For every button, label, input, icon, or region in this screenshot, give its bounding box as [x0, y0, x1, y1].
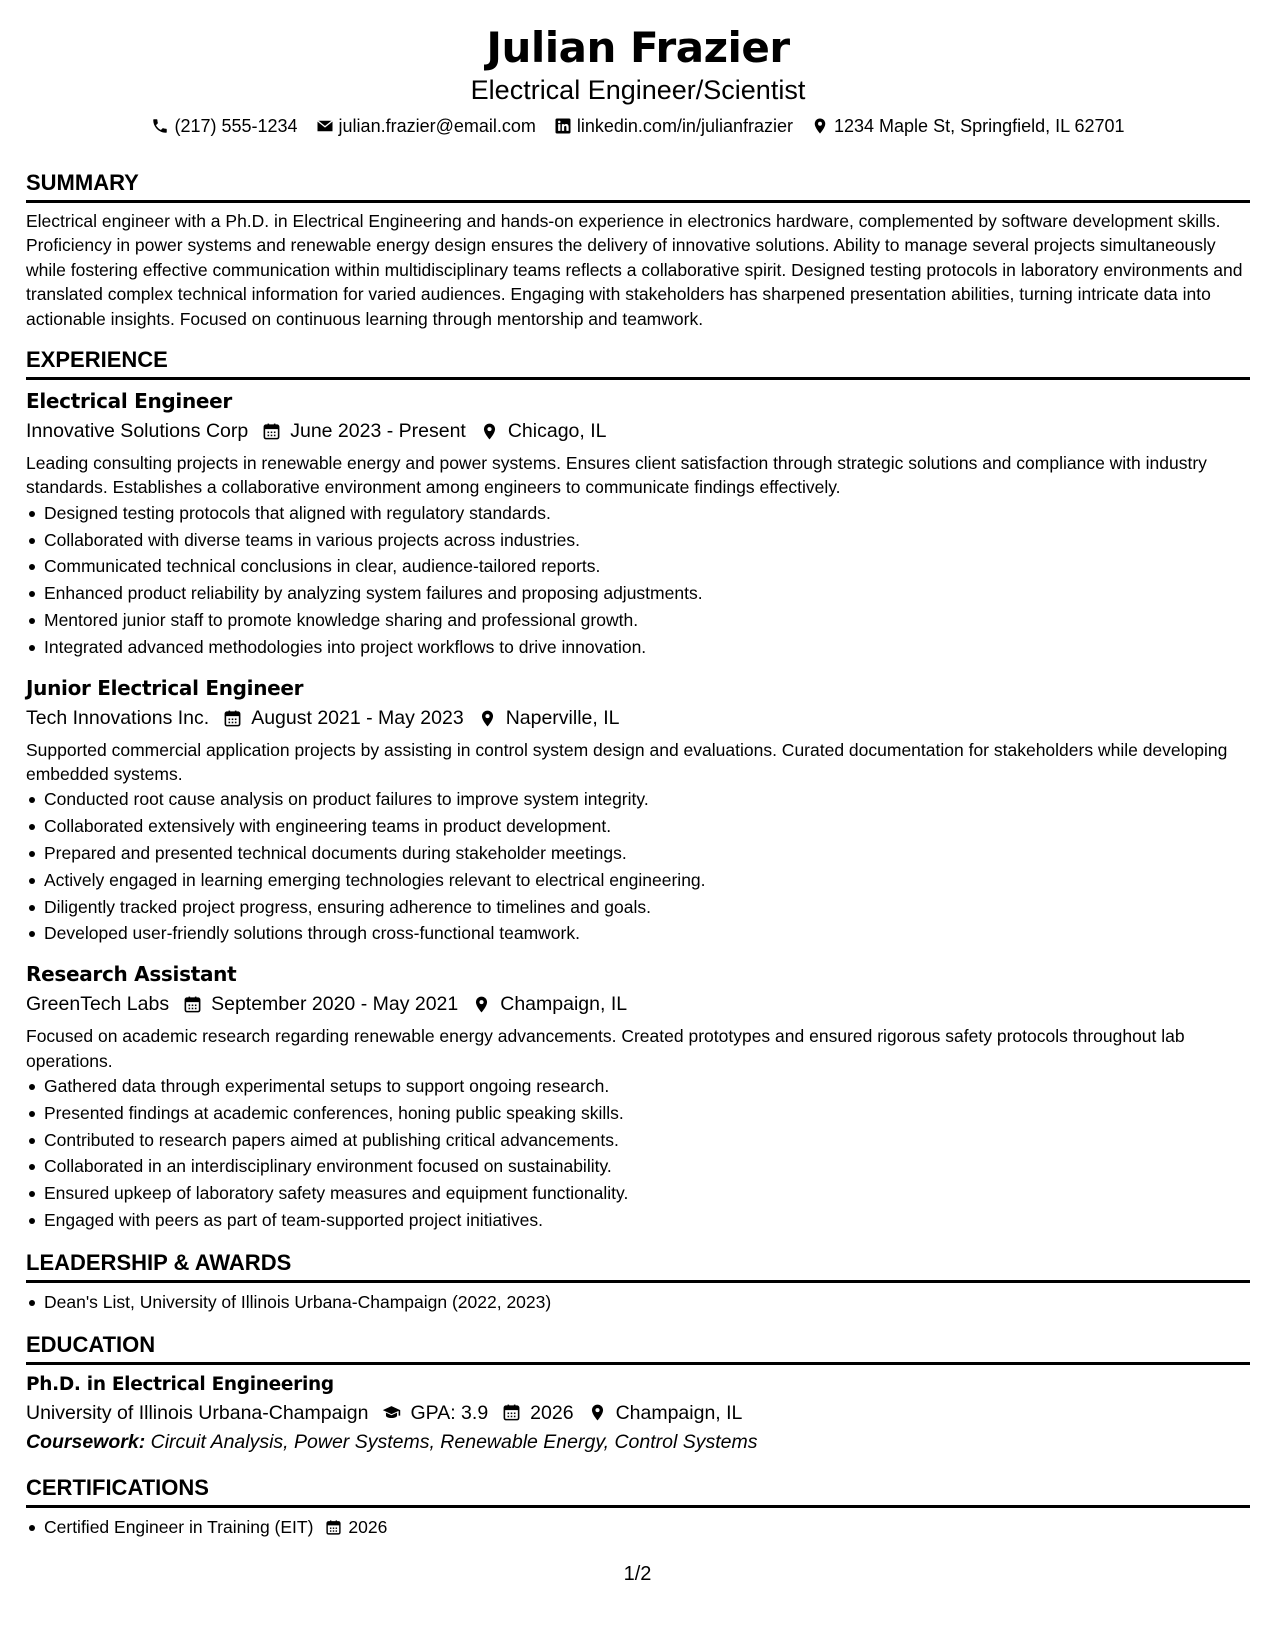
coursework-list: Circuit Analysis, Power Systems, Renewable Energy, Control Systems	[150, 1430, 758, 1453]
section-heading: SUMMARY	[26, 168, 1250, 203]
job-dates: August 2021 - May 2023	[251, 706, 464, 729]
job-bullets	[26, 500, 1250, 661]
job-description: Supported commercial application projects by assisting in control system design and evaluations. Curated documentation for stakeholders while developing embedded systems.	[26, 739, 1228, 785]
map-pin-icon	[811, 117, 829, 135]
section-heading: EXPERIENCE	[26, 345, 1250, 380]
leadership-section	[26, 1248, 1250, 1316]
degree-title: Ph.D. in Electrical Engineering	[26, 1373, 334, 1395]
gpa-text: GPA: 3.9	[410, 1401, 489, 1424]
job-location: Champaign, IL	[500, 993, 628, 1016]
job-description: Leading consulting projects in renewable energy and power systems. Ensures client satisfaction through strategic solutions and compliance with industry standards. Establishes a collaborative environment among engineers to communicate findings effectively.	[26, 453, 1207, 498]
list-item: Prepared and presented technical documents during stakeholder meetings.	[26, 840, 1250, 867]
school-name: University of Illinois Urbana-Champaign	[26, 1401, 369, 1424]
company-name: GreenTech Labs	[26, 993, 170, 1016]
job-title: Research Assistant	[26, 962, 237, 987]
list-item: Integrated advanced methodologies into project workflows to drive innovation.	[26, 634, 1250, 661]
candidate-name: Julian Frazier	[486, 23, 790, 72]
address-text: 1234 Maple St, Springfield, IL 62701	[834, 116, 1125, 136]
linkedin-icon	[554, 117, 572, 135]
calendar-icon	[183, 995, 202, 1014]
graduation-cap-icon	[382, 1403, 401, 1422]
list-item: Communicated technical conclusions in clear, audience-tailored reports.	[26, 553, 1250, 580]
contact-bar	[26, 114, 1250, 138]
job-bullets	[26, 1073, 1250, 1234]
job-bullets	[26, 786, 1250, 947]
phone-icon	[151, 117, 169, 135]
school-location: Champaign, IL	[615, 1401, 743, 1424]
experience-section	[26, 345, 1250, 1234]
job-entry	[26, 386, 1250, 661]
awards-list	[26, 1289, 1250, 1316]
job-meta	[26, 703, 1250, 734]
email-text: julian.frazier@email.com	[338, 116, 536, 136]
list-item: Collaborated extensively with engineering teams in product development.	[26, 813, 1250, 840]
contact-email[interactable]	[316, 114, 536, 138]
certifications-list	[26, 1514, 1250, 1541]
calendar-icon	[502, 1403, 521, 1422]
section-heading: LEADERSHIP & AWARDS	[26, 1248, 1250, 1283]
list-item: Collaborated with diverse teams in various projects across industries.	[26, 527, 1250, 554]
list-item: Presented findings at academic conferences, honing public speaking skills.	[26, 1100, 1250, 1127]
list-item: Ensured upkeep of laboratory safety measures and equipment functionality.	[26, 1180, 1250, 1207]
job-dates: June 2023 - Present	[290, 420, 466, 443]
list-item: Developed user-friendly solutions through cross-functional teamwork.	[26, 920, 1250, 947]
job-meta	[26, 416, 1250, 447]
list-item: Diligently tracked project progress, ensuring adherence to timelines and goals.	[26, 894, 1250, 921]
list-item	[26, 1514, 1250, 1541]
resume-page	[26, 22, 1250, 1540]
company-name: Tech Innovations Inc.	[26, 706, 210, 729]
job-location: Chicago, IL	[507, 420, 607, 443]
resume-header	[26, 22, 1250, 138]
envelope-icon	[316, 117, 334, 135]
company-name: Innovative Solutions Corp	[26, 420, 249, 443]
summary-text: Electrical engineer with a Ph.D. in Electrical Engineering and hands-on experience in electronics hardware, complemented by software development skills. Proficiency in power systems and renewable energy design ensures the delivery of innovative solutions. Ability to manage several projects simultaneously while fostering effective communication within multidisciplinary teams reflects a collaborative spirit. Designed testing protocols in laboratory environments and translated complex technical information for varied audiences. Engaging with stakeholders has sharpened presentation abilities, turning intricate data into actionable insights. Focused on continuous learning through mentorship and teamwork.	[26, 211, 1243, 329]
summary-section	[26, 168, 1250, 331]
linkedin-text: linkedin.com/in/julianfrazier	[576, 116, 793, 136]
calendar-icon	[262, 422, 281, 441]
graduation-year: 2026	[530, 1401, 574, 1424]
page-number: 1/2	[623, 1563, 652, 1585]
coursework-label: Coursework:	[26, 1430, 146, 1453]
list-item: Collaborated in an interdisciplinary environment focused on sustainability.	[26, 1153, 1250, 1180]
certifications-section	[26, 1473, 1250, 1541]
list-item: Conducted root cause analysis on product failures to improve system integrity.	[26, 786, 1250, 813]
candidate-title: Electrical Engineer/Scientist	[470, 75, 806, 105]
section-heading: CERTIFICATIONS	[26, 1473, 1250, 1508]
job-entry	[26, 673, 1250, 948]
list-item: Engaged with peers as part of team-supported project initiatives.	[26, 1207, 1250, 1234]
job-entry	[26, 959, 1250, 1234]
contact-phone[interactable]	[151, 114, 297, 138]
contact-address	[811, 114, 1125, 138]
coursework-line	[26, 1427, 1250, 1457]
section-heading: EDUCATION	[26, 1330, 1250, 1365]
certification-name: Certified Engineer in Training (EIT)	[44, 1516, 314, 1537]
list-item: Enhanced product reliability by analyzing system failures and proposing adjustments.	[26, 580, 1250, 607]
list-item: Actively engaged in learning emerging technologies relevant to electrical engineering.	[26, 867, 1250, 894]
job-meta	[26, 989, 1250, 1020]
contact-linkedin[interactable]	[554, 114, 793, 138]
list-item: Contributed to research papers aimed at publishing critical advancements.	[26, 1127, 1250, 1154]
job-title: Junior Electrical Engineer	[26, 675, 304, 700]
list-item: Mentored junior staff to promote knowledge sharing and professional growth.	[26, 607, 1250, 634]
job-title: Electrical Engineer	[26, 389, 232, 414]
calendar-icon	[325, 1519, 342, 1536]
phone-text: (217) 555-1234	[174, 116, 298, 136]
job-location: Naperville, IL	[505, 706, 620, 729]
job-description: Focused on academic research regarding renewable energy advancements. Created prototypes and ensured rigorous safety protocols throughout lab operations.	[26, 1026, 1185, 1071]
job-dates: September 2020 - May 2021	[211, 993, 459, 1016]
map-pin-icon	[480, 422, 499, 441]
education-meta	[26, 1399, 1250, 1427]
map-pin-icon	[588, 1403, 607, 1422]
map-pin-icon	[478, 709, 497, 728]
list-item: Designed testing protocols that aligned with regulatory standards.	[26, 500, 1250, 527]
education-section	[26, 1330, 1250, 1457]
list-item: Dean's List, University of Illinois Urbana-Champaign (2022, 2023)	[26, 1289, 1250, 1316]
list-item: Gathered data through experimental setups to support ongoing research.	[26, 1073, 1250, 1100]
calendar-icon	[223, 709, 242, 728]
map-pin-icon	[472, 995, 491, 1014]
certification-year: 2026	[348, 1516, 388, 1537]
